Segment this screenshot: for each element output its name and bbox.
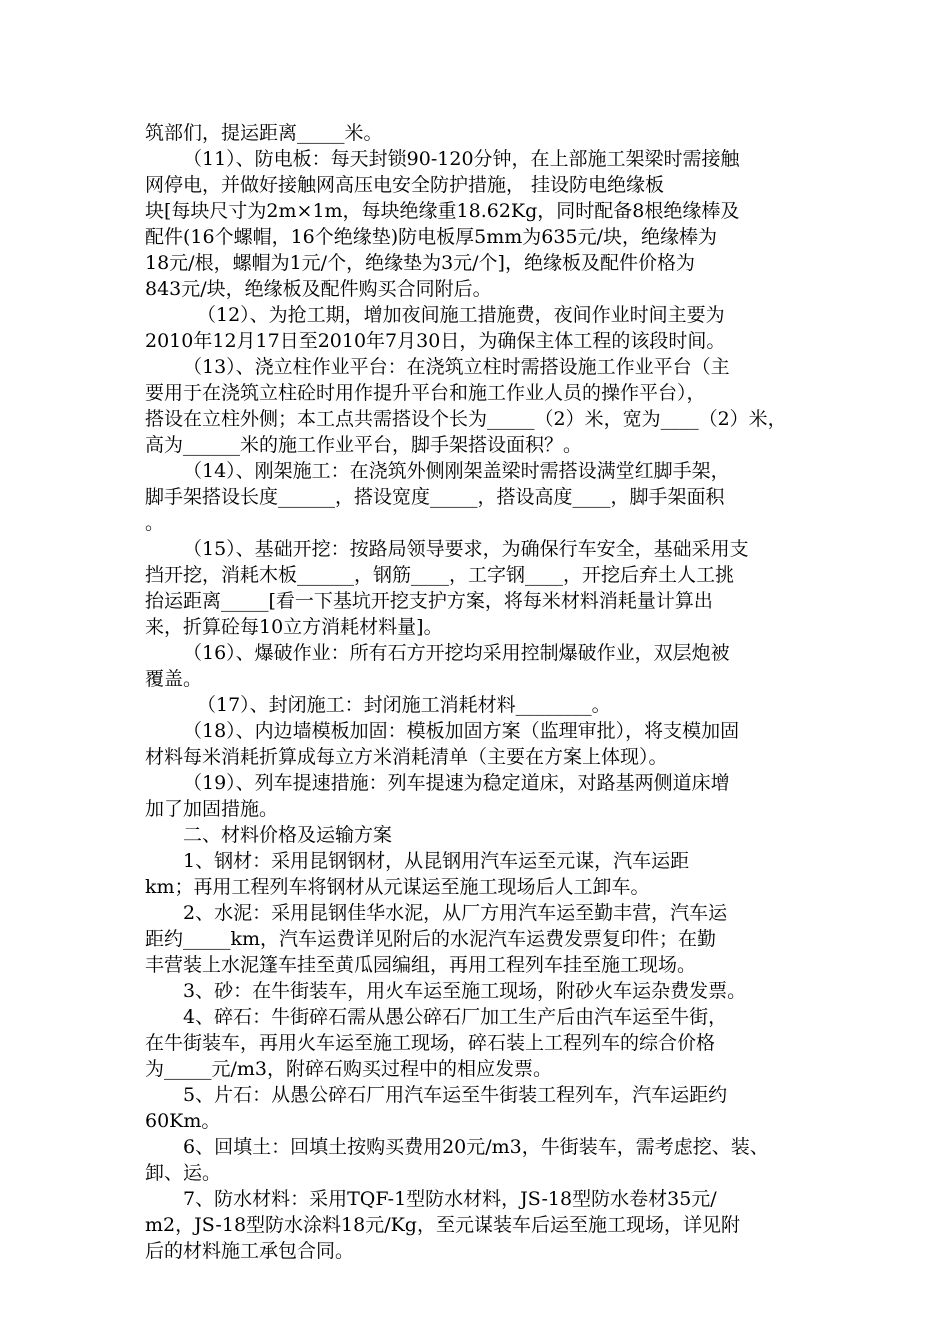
text-line	[145, 1108, 813, 1134]
text-line	[145, 796, 813, 822]
text-line	[145, 900, 813, 926]
text-line	[145, 120, 813, 146]
line-text: 高为______米的施工作业平台，脚手架搭设面积？。	[145, 434, 583, 456]
text-line	[145, 562, 813, 588]
text-line	[145, 302, 813, 328]
text-line	[145, 354, 813, 380]
text-line	[145, 484, 813, 510]
line-text: 4、碎石：牛街碎石需从愚公碎石厂加工生产后由汽车运至牛街，	[183, 1006, 728, 1028]
line-text: m2，JS-18型防水涂料18元/Kg，至元谋装车后运至施工现场，详见附	[145, 1214, 740, 1236]
text-line	[145, 770, 813, 796]
line-text: 要用于在浇筑立柱砼时用作提升平台和施工作业人员的操作平台），	[145, 382, 706, 404]
line-text: （12）、为抢工期，增加夜间施工措施费，夜间作业时间主要为	[197, 304, 725, 326]
line-text: （11）、防电板：每天封锁90-120分钟，在上部施工架梁时需接触	[183, 148, 740, 170]
text-line	[145, 1082, 813, 1108]
text-line	[145, 510, 813, 536]
line-text: 在牛街装车，再用火车运至施工现场，碎石装上工程列车的综合价格	[145, 1032, 716, 1054]
text-line	[145, 1056, 813, 1082]
line-text: （17）、封闭施工：封闭施工消耗材料________。	[197, 694, 611, 716]
line-text: （18）、内边墙模板加固：模板加固方案（监理审批），将支模加固	[183, 720, 740, 742]
text-line	[145, 172, 813, 198]
text-line	[145, 1160, 813, 1186]
text-line	[145, 1134, 813, 1160]
line-text: 。	[145, 512, 165, 534]
text-line	[145, 198, 813, 224]
line-text: 搭设在立柱外侧；本工点共需搭设个长为_____（2）米，宽为____（2）米，	[145, 408, 787, 430]
line-text: 脚手架搭设长度______，搭设宽度_____，搭设高度____，脚手架面积	[145, 486, 725, 508]
text-line	[145, 250, 813, 276]
text-line	[145, 1030, 813, 1056]
text-line	[145, 744, 813, 770]
line-text: 60Km。	[145, 1110, 221, 1132]
text-line	[145, 224, 813, 250]
line-text: 筑部们，提运距离_____米。	[145, 122, 383, 144]
line-text: （16）、爆破作业：所有石方开挖均采用控制爆破作业，双层炮被	[183, 642, 730, 664]
text-line	[145, 406, 813, 432]
line-text: 为_____元/m3，附碎石购买过程中的相应发票。	[145, 1058, 553, 1080]
text-line	[145, 276, 813, 302]
text-line	[145, 926, 813, 952]
text-line	[145, 614, 813, 640]
line-text: 距约_____km，汽车运费详见附后的水泥汽车运费发票复印件；在勤	[145, 928, 717, 950]
line-text: 2010年12月17日至2010年7月30日，为确保主体工程的该段时间。	[145, 330, 726, 352]
line-text: 材料每米消耗折算成每立方米消耗清单（主要在方案上体现）。	[145, 746, 668, 768]
line-text: 挡开挖，消耗木板______，钢筋____，工字钢____，开挖后弃土人工挑	[145, 564, 735, 586]
line-text: 配件(16个螺帽，16个绝缘垫)防电板厚5mm为635元/块，绝缘棒为	[145, 226, 717, 248]
line-text: 抬运距离_____[看一下基坑开挖支护方案，将每米材料消耗量计算出	[145, 590, 713, 612]
document-page	[145, 120, 813, 1264]
text-line	[145, 1212, 813, 1238]
line-text: （19）、列车提速措施：列车提速为稳定道床，对路基两侧道床增	[183, 772, 730, 794]
text-line	[145, 146, 813, 172]
text-line	[145, 458, 813, 484]
line-text: （13）、浇立柱作业平台：在浇筑立柱时需搭设施工作业平台（主	[183, 356, 730, 378]
line-text: （14）、刚架施工：在浇筑外侧刚架盖梁时需搭设满堂红脚手架，	[183, 460, 730, 482]
text-line	[145, 718, 813, 744]
line-text: （15）、基础开挖：按路局领导要求，为确保行车安全，基础采用支	[183, 538, 749, 560]
text-line	[145, 328, 813, 354]
text-line	[145, 978, 813, 1004]
line-text: 覆盖。	[145, 668, 203, 690]
line-text: km；再用工程列车将钢材从元谋运至施工现场后人工卸车。	[145, 876, 650, 898]
line-text: 6、回填土：回填土按购买费用20元/m3，牛街装车，需考虑挖、装、	[183, 1136, 769, 1158]
line-text: 网停电，并做好接触网高压电安全防护措施， 挂设防电绝缘板	[145, 174, 665, 196]
text-line	[145, 874, 813, 900]
line-text: 5、片石：从愚公碎石厂用汽车运至牛街装工程列车，汽车运距约	[183, 1084, 728, 1106]
text-line	[145, 1186, 813, 1212]
line-text: 18元/根，螺帽为1元/个，绝缘垫为3元/个]，绝缘板及配件价格为	[145, 252, 695, 274]
text-line	[145, 432, 813, 458]
line-text: 843元/块，绝缘板及配件购买合同附后。	[145, 278, 492, 300]
line-text: 丰营装上水泥篷车挂至黄瓜园编组，再用工程列车挂至施工现场。	[145, 954, 697, 976]
text-line	[145, 952, 813, 978]
text-line	[145, 1004, 813, 1030]
text-line	[145, 640, 813, 666]
line-text: 3、砂：在牛街装车，用火车运至施工现场，附砂火车运杂费发票。	[183, 980, 747, 1002]
line-text: 加了加固措施。	[145, 798, 279, 820]
line-text: 1、钢材：采用昆钢钢材，从昆钢用汽车运至元谋，汽车运距	[183, 850, 690, 872]
line-text: 后的材料施工承包合同。	[145, 1240, 355, 1262]
text-line	[145, 536, 813, 562]
text-line	[145, 848, 813, 874]
line-text: 卸、运。	[145, 1162, 222, 1184]
text-line	[145, 588, 813, 614]
line-text: 来，折算砼每10立方消耗材料量]。	[145, 616, 443, 638]
text-line	[145, 692, 813, 718]
line-text: 2、水泥：采用昆钢佳华水泥，从厂方用汽车运至勤丰营，汽车运	[183, 902, 728, 924]
text-line	[145, 666, 813, 692]
line-text: 二、材料价格及运输方案	[183, 824, 393, 846]
text-line	[145, 1238, 813, 1264]
text-line	[145, 822, 813, 848]
line-text: 块[每块尺寸为2m×1m，每块绝缘重18.62Kg，同时配备8根绝缘棒及	[145, 200, 740, 222]
line-text: 7、防水材料：采用TQF-1型防水材料，JS-18型防水卷材35元/	[183, 1188, 717, 1210]
text-line	[145, 380, 813, 406]
